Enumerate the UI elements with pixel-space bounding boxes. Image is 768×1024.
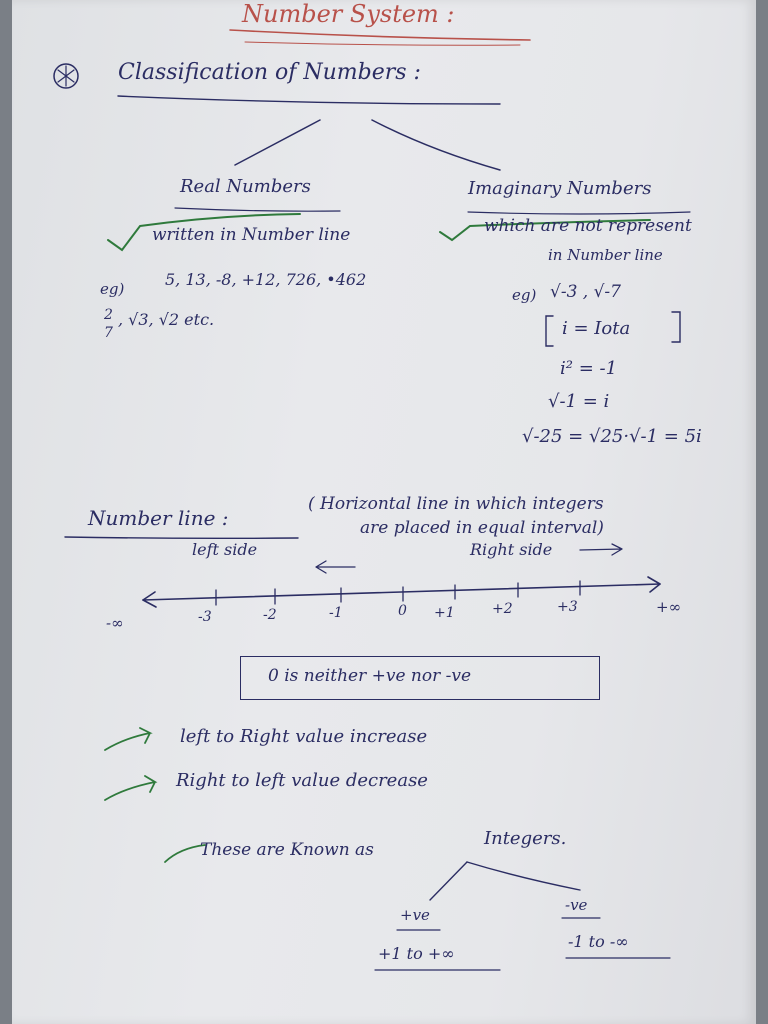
equation-sqrt-neg-one: √-1 = i [548, 391, 610, 412]
heading-underline [118, 96, 500, 104]
left-arrow-icon [316, 561, 355, 573]
tick-label: 0 [398, 603, 407, 619]
tick-label: -3 [198, 609, 212, 625]
positive-label: +ve [400, 906, 430, 924]
left-side-label: left side [192, 540, 258, 559]
section-heading: Classification of Numbers : [118, 60, 421, 85]
branch-pos-line [430, 862, 467, 900]
number-line-label-underline [65, 537, 298, 538]
title-underline-2 [245, 42, 520, 45]
zero-note: 0 is neither +ve nor -ve [268, 666, 472, 686]
page-title: Number System : [242, 0, 455, 28]
branch-left-line [235, 120, 320, 165]
imaginary-eg: √-3 , √-7 [550, 282, 621, 302]
equation-i-squared: i² = -1 [560, 358, 618, 379]
number-line-axis [143, 584, 660, 600]
positive-range: +1 to +∞ [378, 944, 455, 963]
right-side-label: Right side [470, 540, 553, 559]
integers-word: Integers. [484, 828, 567, 849]
equation-sqrt-neg-25: √-25 = √25·√-1 = 5i [522, 426, 702, 447]
pos-infinity-label: +∞ [656, 598, 682, 616]
title-underline [230, 30, 530, 40]
green-arrow-icon [105, 728, 150, 750]
tick-label: -2 [263, 607, 277, 623]
real-numbers-desc: written in Number line [152, 225, 351, 245]
bracket-left-icon [546, 316, 553, 346]
real-underline [175, 208, 340, 211]
number-line-def-line1: ( Horizontal line in which integers [308, 494, 604, 514]
green-arrow-icon [105, 776, 155, 800]
bracket-right-icon [672, 312, 680, 342]
green-check-icon [165, 845, 205, 862]
imaginary-desc-line2: in Number line [548, 246, 663, 264]
real-eg-fraction-numerator: 2 [104, 307, 113, 323]
tick-label: +1 [434, 605, 455, 621]
real-eg-line1: 5, 13, -8, +12, 726, •462 [165, 270, 367, 289]
negative-range: -1 to -∞ [568, 932, 629, 951]
right-arrow-icon [580, 544, 622, 555]
tick-label: +3 [557, 599, 578, 615]
real-eg-line2: , √3, √2 etc. [118, 310, 215, 329]
rule-left-to-right: left to Right value increase [180, 726, 428, 747]
imaginary-underline [468, 212, 690, 214]
iota-definition: i = Iota [562, 318, 631, 339]
rule-right-to-left: Right to left value decrease [176, 770, 428, 791]
integers-sentence: These are Known as [200, 840, 374, 860]
imaginary-desc-line1: which are not represent [484, 216, 692, 236]
number-line-label: Number line : [88, 506, 229, 530]
real-eg-label: eg) [100, 280, 125, 298]
branch-neg-line [467, 862, 580, 890]
imaginary-eg-label: eg) [512, 286, 537, 304]
negative-label: -ve [565, 896, 588, 914]
real-numbers-label: Real Numbers [180, 176, 311, 197]
imaginary-numbers-label: Imaginary Numbers [468, 178, 652, 199]
number-line-def-line2: are placed in equal interval) [360, 518, 604, 538]
neg-infinity-label: -∞ [106, 614, 124, 632]
tick-label: +2 [492, 601, 513, 617]
branch-right-line [372, 120, 500, 170]
tick-label: -1 [329, 605, 343, 621]
real-eg-fraction-denominator: 7 [104, 325, 113, 341]
